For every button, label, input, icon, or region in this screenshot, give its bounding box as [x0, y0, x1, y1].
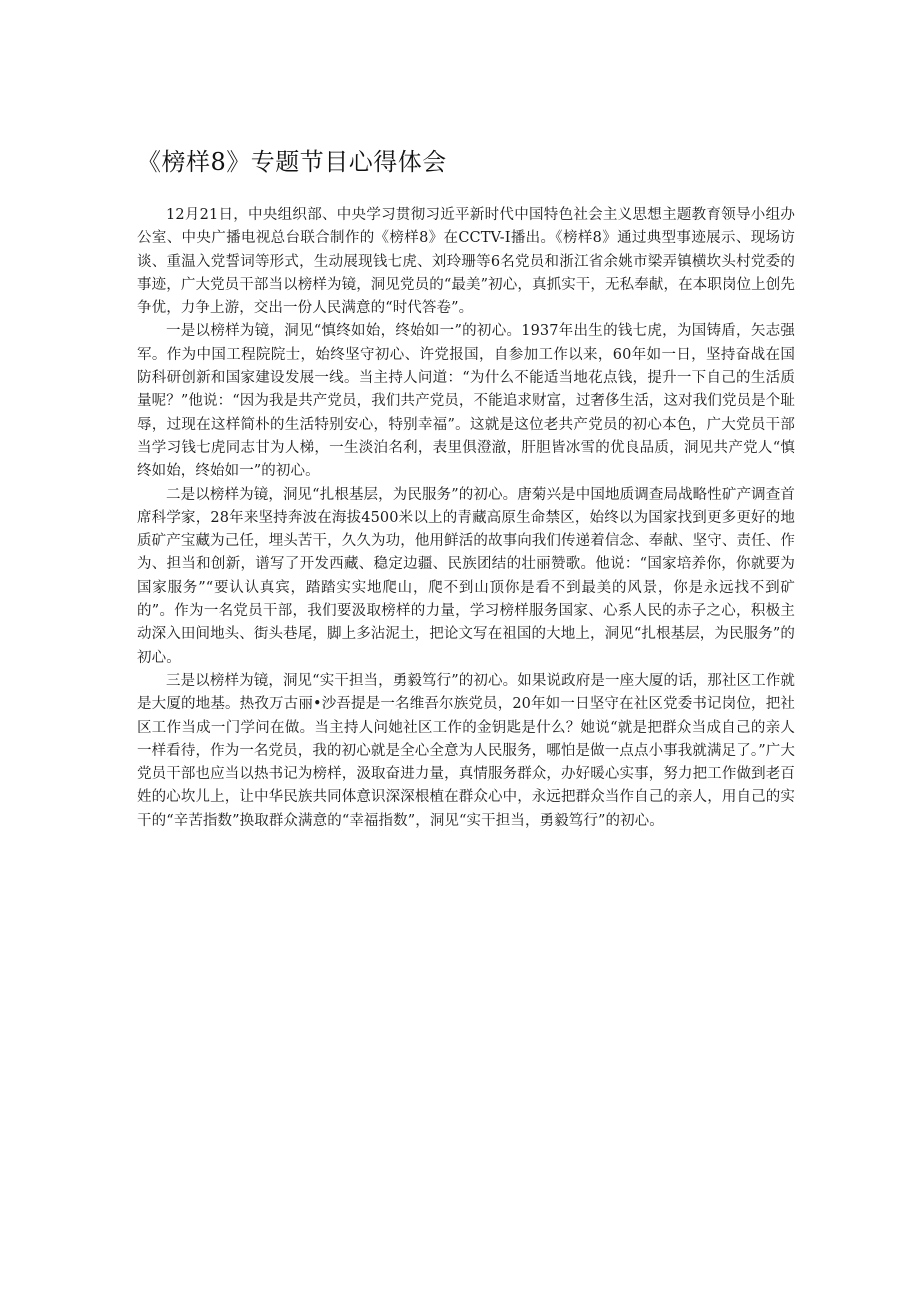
paragraph-point-three: 三是以榜样为镜，洞见“实干担当，勇毅笃行”的初心。如果说政府是一座大厦的话，那社区工作就是大厦的地基。热孜万古丽•沙吾提是一名维吾尔族党员，20年如一日坚守在社区党委书记岗位，把社区工作当成一门学问在做。当主持人问她社区工作的金钥匙是什么？她说“就是把群众当成自己的亲人一样看待，作为一名党员，我的初心就是全心全意为人民服务，哪怕是做一点点小事我就满足了。”广大党员干部也应当以热书记为榜样，汲取奋进力量，真情服务群众，办好暖心实事，努力把工作做到老百姓的心坎儿上，让中华民族共同体意识深深根植在群众心中，永远把群众当作自己的亲人，用自己的实干的“辛苦指数”换取群众满意的“幸福指数”，洞见“实干担当，勇毅笃行”的初心。: [137, 672, 795, 829]
document-page: [137, 146, 795, 833]
paragraph-point-two: 二是以榜样为镜，洞见“扎根基层，为民服务”的初心。唐菊兴是中国地质调查局战略性矿产调查首席科学家，28年来坚持奔波在海拔4500米以上的青藏高原生命禁区，始终以为国家找到更多更好的地质矿产宝藏为己任，埋头苦干，久久为功，他用鲜活的故事向我们传递着信念、奉献、坚守、责任、作为、担当和创新，谱写了开发西藏、稳定边疆、民族团结的壮丽赞歌。他说：“国家培养你，你就要为国家服务”“要认认真宾，踏踏实实地爬山，爬不到山顶你是看不到最美的风景，你是永远找不到矿的”。作为一名党员干部，我们要汲取榜样的力量，学习榜样服务国家、心系人民的赤子之心，积极主动深入田间地头、街头巷尾，脚上多沾泥土，把论文写在祖国的大地上，洞见“扎根基层，为民服务”的初心。: [137, 486, 795, 666]
document-title: 《榜样8》专题节目心得体会: [137, 148, 447, 176]
paragraph-intro: 12月21日，中央组织部、中央学习贯彻习近平新时代中国特色社会主义思想主题教育领导小组办公室、中央广播电视总台联合制作的《榜样8》在CCTV-I播出。《榜样8》通过典型事迹展示、现场访谈、重温入党誓词等形式，生动展现钱七虎、刘玲珊等6名党员和浙江省余姚市梁弄镇横坎头村党委的事迹，广大党员干部当以榜样为镜，洞见党员的“最美”初心，真抓实干，无私奉献，在本职岗位上创先争优，力争上游，交出一份人民满意的“时代答卷”。: [137, 207, 795, 317]
paragraph-point-one: 一是以榜样为镜，洞见“慎终如始，终始如一”的初心。1937年出生的钱七虎，为国铸盾，矢志强军。作为中国工程院院士，始终坚守初心、许党报国，自参加工作以来，60年如一日，坚持奋战在国防科研创新和国家建设发展一线。当主持人问道：“为什么不能适当地花点钱，提升一下自己的生活质量呢？”他说：“因为我是共产党员，我们共产党员，不能追求财富，过奢侈生活，这对我们党员是个耻辱，过现在这样简朴的生活特别安心，特别幸福”。这就是这位老共产党员的初心本色，广大党员干部当学习钱七虎同志甘为人梯，一生淡泊名利，表里俱澄澈，肝胆皆冰雪的优良品质，洞见共产党人“慎终如始，终始如一”的初心。: [137, 323, 795, 480]
